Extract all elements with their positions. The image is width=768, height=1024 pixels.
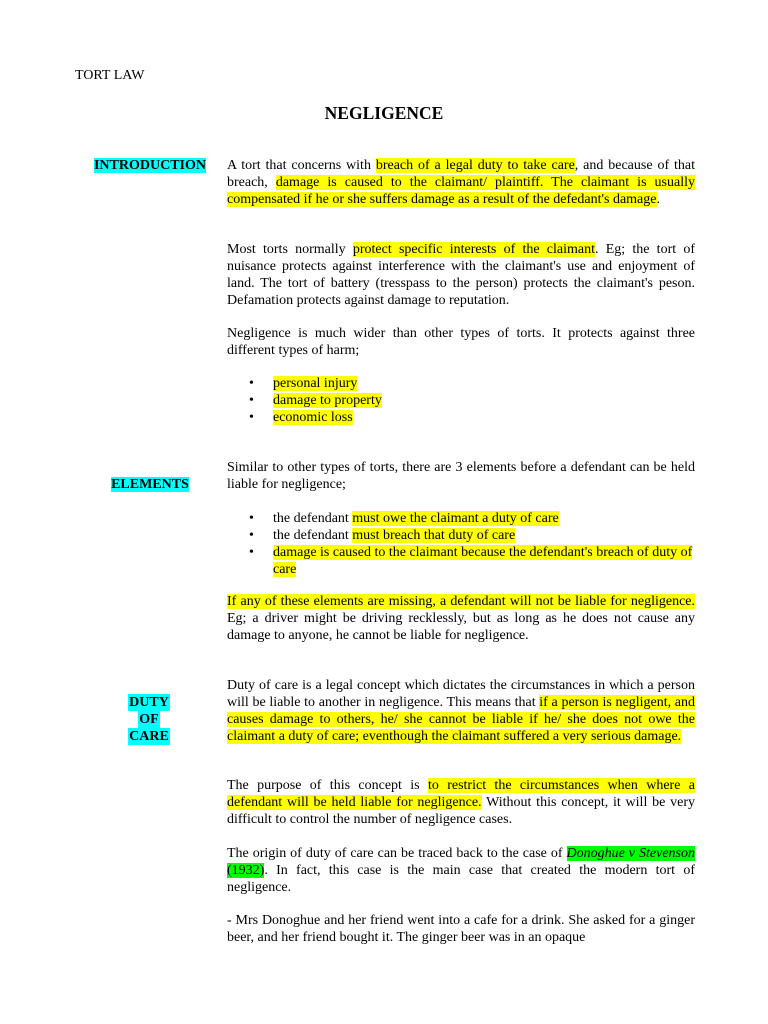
text-run: The origin of duty of care can be traced back to the case of: [227, 846, 567, 861]
list-item: [227, 375, 695, 392]
text-run: the defendant: [273, 528, 353, 543]
highlight: must breach that duty of care: [352, 528, 516, 543]
text-run: . In fact, this case is the main case that created the modern tort of negligence.: [227, 863, 695, 895]
duty-label-line3: CARE: [129, 729, 169, 744]
text-run: Without this concept, it will be very difficult to control the number of negligence cases.: [227, 795, 695, 827]
highlight: must owe the claimant a duty of care: [352, 511, 559, 526]
text-run: the defendant: [273, 511, 353, 526]
intro-paragraph-1: [227, 157, 695, 208]
list-item: [227, 409, 695, 426]
elements-paragraph-1: Similar to other types of torts, there are 3 elements before a defendant can be held liable for negligence;: [227, 460, 695, 492]
highlight: damage is caused to the claimant/ plaintiff. The claimant is usually compensated if he or she suffers damage as a result of the defedant's damage: [227, 175, 695, 207]
duty-paragraph-4: - Mrs Donoghue and her friend went into a cafe for a drink. She asked for a ginger beer, and her friend bought it. The ginger beer was in an opaque: [227, 913, 695, 945]
highlight: damage to property: [273, 393, 382, 408]
bullet-icon: •: [249, 528, 254, 543]
bullet-icon: •: [249, 545, 254, 560]
duty-paragraph-1: [227, 677, 695, 745]
document-header: TORT LAW: [75, 68, 145, 83]
text-run: A tort that concerns with: [227, 158, 376, 173]
section-label-introduction: [88, 157, 212, 174]
text-run: .: [656, 192, 660, 207]
list-item: [227, 544, 695, 578]
highlight: economic loss: [273, 410, 353, 425]
highlight: breach of a legal duty to take care: [375, 158, 575, 173]
duty-label-line1: DUTY: [129, 695, 169, 710]
duty-label-line2: OF: [139, 712, 159, 727]
elements-list: [227, 510, 695, 578]
page-title: NEGLIGENCE: [324, 103, 444, 123]
list-item: [227, 527, 695, 544]
bullet-icon: •: [249, 410, 254, 425]
elements-label-text: ELEMENTS: [111, 477, 189, 492]
elements-paragraph-2: [227, 593, 695, 644]
duty-paragraph-3: [227, 845, 695, 896]
case-citation: Donoghue v Stevenson: [566, 846, 695, 861]
duty-paragraph-2: [227, 777, 695, 828]
text-run: Duty of care is a legal concept which dictates the circumstances in which a person will be liable to another in negligence. This means that: [227, 678, 695, 710]
list-item: [227, 392, 695, 409]
text-run: The purpose of this concept is: [227, 778, 428, 793]
text-run: Eg; a driver might be driving recklessly, but as long as he does not cause any damage to anyone, he cannot be liable for negligence.: [227, 611, 695, 643]
intro-paragraph-3: Negligence is much wider than other types of torts. It protects against three different types of harm;: [227, 326, 695, 358]
highlight: to restrict the circumstances when where a defendant will be held liable for negligence.: [227, 778, 695, 810]
harm-types-list: [227, 375, 695, 426]
bullet-icon: •: [249, 393, 254, 408]
list-item: [227, 510, 695, 527]
bullet-icon: •: [249, 511, 254, 526]
text-run: , and because of that breach,: [227, 158, 695, 190]
case-year: (1932): [227, 863, 265, 878]
bullet-icon: •: [249, 376, 254, 391]
text-run: . Eg; the tort of nuisance protects against interference with the claimant's use and enjoyment of land. The tort of battery (tresspass to the person) protects the claimant's peson. Defamation protects against damage to reputation.: [227, 242, 695, 308]
intro-paragraph-2: [227, 241, 695, 309]
highlight: personal injury: [273, 376, 358, 391]
highlight: protect specific interests of the claimant: [352, 242, 595, 257]
text-run: Most torts normally: [227, 242, 353, 257]
highlight: if a person is negligent, and causes damage to others, he/ she cannot be liable if he/ she does not owe the claimant a duty of care; eventhough the claimant suffered a very serious damage.: [227, 695, 695, 744]
highlight: If any of these elements are missing, a defendant will not be liable for negligence.: [227, 594, 695, 609]
section-label-duty-of-care: [124, 694, 174, 745]
introduction-label-text: INTRODUCTION: [93, 158, 206, 173]
section-label-elements: [105, 476, 195, 493]
highlight: damage is caused to the claimant because the defendant's breach of duty of care: [273, 545, 693, 577]
